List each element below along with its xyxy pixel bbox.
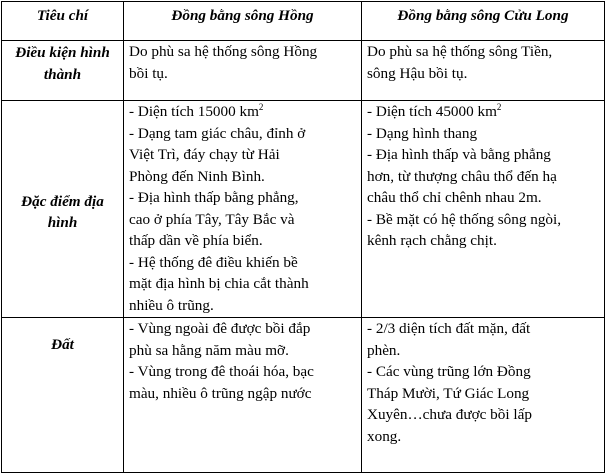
- superscript: 2: [258, 102, 264, 112]
- cell-line: - Địa hình thấp bằng phẳng,: [129, 189, 299, 206]
- cell-line: Tháp Mười, Tứ Giác Long: [367, 384, 530, 402]
- header-criterion: [2, 2, 124, 41]
- cell-mekong-formation: [362, 41, 605, 101]
- cell-line: châu thổ chỉ chênh nhau 2m.: [367, 189, 542, 206]
- cell-mekong-terrain: [362, 101, 605, 318]
- header-red-river-delta-label: Đồng bằng sông Hồng: [171, 7, 314, 24]
- area-text: - Diện tích 15000 km: [129, 103, 259, 120]
- cell-line: Phòng đến Ninh Bình.: [129, 167, 265, 185]
- comparison-table: [1, 1, 605, 473]
- cell-red-river-formation: [124, 41, 362, 101]
- area-text: - Diện tích 45000 km: [367, 103, 497, 120]
- cell-line: kênh rạch chằng chịt.: [367, 232, 497, 249]
- criterion-line: Điều kiện hình: [15, 44, 110, 61]
- cell-line: phèn.: [367, 341, 401, 359]
- criterion-formation: [2, 41, 124, 101]
- cell-line: - Địa hình thấp và bằng phẳng: [367, 146, 551, 163]
- criterion-terrain: [2, 101, 124, 318]
- header-red-river-delta: [124, 2, 362, 41]
- cell-mekong-soil: [362, 318, 605, 473]
- cell-line: - 2/3 diện tích đất mặn, đất: [367, 320, 531, 337]
- cell-line: bồi tụ.: [129, 64, 168, 82]
- cell-line: phù sa hằng năm màu mỡ.: [129, 341, 289, 359]
- cell-line: mặt địa hình bị chia cắt thành: [129, 275, 309, 292]
- table-row: [2, 41, 605, 101]
- cell-line: xong.: [367, 427, 402, 445]
- cell-line: Xuyên…chưa được bồi lấp: [367, 406, 532, 423]
- criterion-line: thành: [43, 65, 82, 83]
- cell-red-river-terrain: [124, 101, 362, 318]
- cell-line: - Vùng trong đê thoái hóa, bạc: [129, 363, 314, 380]
- cell-line: Việt Trì, đáy chạy từ Hải: [129, 146, 280, 163]
- table-row: [2, 318, 605, 473]
- cell-line-area: [129, 101, 356, 123]
- cell-line: - Dạng hình thang: [367, 124, 478, 142]
- cell-line: màu, nhiều ô trũng ngập nước: [129, 384, 312, 402]
- cell-line: Do phù sa hệ thống sông Hồng: [129, 43, 318, 60]
- cell-line: sông Hậu bồi tụ.: [367, 64, 468, 82]
- criterion-line: Đặc điểm địa: [21, 192, 104, 210]
- cell-line: cao ở phía Tây, Tây Bắc và: [129, 210, 295, 228]
- cell-line: - Vùng ngoài đê được bồi đắp: [129, 320, 311, 337]
- cell-line: Do phù sa hệ thống sông Tiền,: [367, 43, 553, 60]
- cell-line: - Hệ thống đê điều khiến bề: [129, 253, 298, 271]
- criterion-line: Đất: [51, 336, 74, 353]
- header-row: [2, 2, 605, 41]
- criterion-soil: [2, 318, 124, 473]
- cell-line: thấp dần về phía biển.: [129, 232, 263, 249]
- cell-line: hơn, từ thượng châu thổ đến hạ: [367, 167, 557, 185]
- cell-red-river-soil: [124, 318, 362, 473]
- header-criterion-label: Tiêu chí: [36, 7, 89, 24]
- superscript: 2: [496, 102, 502, 112]
- cell-line: - Dạng tam giác châu, đỉnh ở: [129, 124, 306, 142]
- cell-line: - Bề mặt có hệ thống sông ngòi,: [367, 210, 562, 228]
- header-mekong-delta: [362, 2, 605, 41]
- cell-line: nhiều ô trũng.: [129, 296, 214, 314]
- table-row: [2, 101, 605, 318]
- header-mekong-delta-label: Đồng bằng sông Cửu Long: [397, 7, 569, 24]
- cell-line: - Các vùng trũng lớn Đồng: [367, 363, 531, 380]
- cell-line-area: [367, 101, 599, 123]
- criterion-line: hình: [47, 214, 78, 231]
